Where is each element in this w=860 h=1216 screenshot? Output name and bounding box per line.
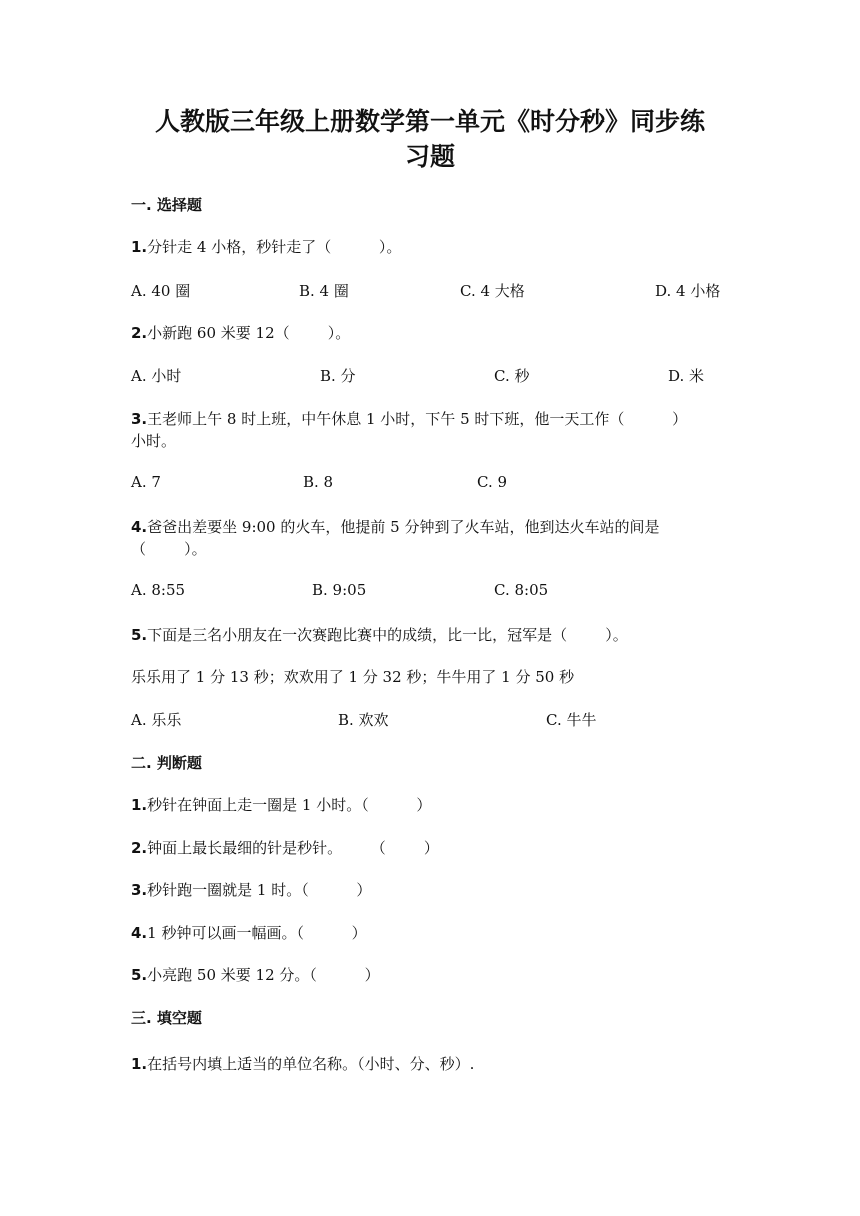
choice-q1-option-a: A. 40 圈 [131, 282, 191, 300]
choice-q4-option-b: B. 9:05 [312, 581, 367, 599]
judge-question-4 [131, 922, 367, 943]
choice-question-3 [131, 408, 687, 429]
choice-q4-option-c: C. 8:05 [494, 581, 549, 599]
question-text: 下面是三名小朋友在一次赛跑比赛中的成绩，比一比，冠军是（ ）。 [147, 626, 628, 644]
judge-question-2 [131, 837, 439, 858]
choice-q1-option-c: C. 4 大格 [460, 282, 525, 300]
question-number: 1. [131, 238, 148, 256]
fill-question-1 [131, 1053, 474, 1074]
choice-question-5 [131, 624, 628, 645]
question-text: 王老师上午 8 时上班，中午休息 1 小时，下午 5 时下班，他一天工作（ ） [147, 410, 688, 428]
page-title-line-1: 人教版三年级上册数学第一单元《时分秒》同步练 [154, 107, 705, 136]
choice-question-3-cont: 小时。 [131, 432, 177, 450]
choice-question-4-cont: （ ）。 [131, 540, 207, 558]
choice-question-1 [131, 236, 401, 257]
question-text: 在括号内填上适当的单位名称。（小时、分、秒）. [147, 1055, 475, 1073]
choice-q2-option-d: D. 米 [668, 367, 705, 385]
section-heading-judge: 二. 判断题 [131, 754, 202, 772]
question-number: 3. [131, 410, 148, 428]
choice-q2-option-c: C. 秒 [494, 367, 530, 385]
question-number: 1. [131, 796, 148, 814]
question-number: 3. [131, 881, 148, 899]
choice-q2-option-a: A. 小时 [131, 367, 182, 385]
question-number: 5. [131, 966, 148, 984]
choice-q5-option-c: C. 牛牛 [546, 711, 597, 729]
question-number: 5. [131, 626, 148, 644]
question-text: 小亮跑 50 米要 12 分。（ ） [147, 966, 380, 984]
question-number: 2. [131, 839, 148, 857]
choice-question-2 [131, 322, 350, 343]
question-number: 4. [131, 518, 148, 536]
choice-q3-option-b: B. 8 [303, 473, 334, 491]
choice-question-5-detail: 乐乐用了 1 分 13 秒；欢欢用了 1 分 32 秒；牛牛用了 1 分 50 秒 [131, 668, 575, 686]
question-text: 秒针跑一圈就是 1 时。（ ） [147, 881, 372, 899]
judge-question-5 [131, 964, 380, 985]
question-text: 小新跑 60 米要 12（ ）。 [147, 324, 351, 342]
choice-q3-option-a: A. 7 [131, 473, 161, 491]
choice-q1-option-b: B. 4 圈 [299, 282, 349, 300]
section-heading-choice: 一. 选择题 [131, 196, 202, 214]
choice-q1-option-d: D. 4 小格 [655, 282, 721, 300]
judge-question-3 [131, 879, 371, 900]
choice-q3-option-c: C. 9 [477, 473, 508, 491]
choice-q4-option-a: A. 8:55 [131, 581, 186, 599]
page-title-line-2: 习题 [404, 142, 455, 171]
question-text: 分针走 4 小格，秒针走了（ ）。 [147, 238, 402, 256]
judge-question-1 [131, 794, 431, 815]
question-number: 2. [131, 324, 148, 342]
section-heading-fill: 三. 填空题 [131, 1009, 202, 1027]
question-number: 4. [131, 924, 148, 942]
question-text: 爸爸出差要坐 9:00 的火车，他提前 5 分钟到了火车站，他到达火车站的间是 [147, 518, 660, 536]
choice-q5-option-b: B. 欢欢 [338, 711, 389, 729]
question-text: 秒针在钟面上走一圈是 1 小时。（ ） [147, 796, 432, 814]
choice-question-4 [131, 516, 659, 537]
question-text: 钟面上最长最细的针是秒针。 （ ） [147, 839, 439, 857]
question-number: 1. [131, 1055, 148, 1073]
choice-q5-option-a: A. 乐乐 [131, 711, 182, 729]
choice-q2-option-b: B. 分 [320, 367, 356, 385]
question-text: 1 秒钟可以画一幅画。（ ） [147, 924, 367, 942]
